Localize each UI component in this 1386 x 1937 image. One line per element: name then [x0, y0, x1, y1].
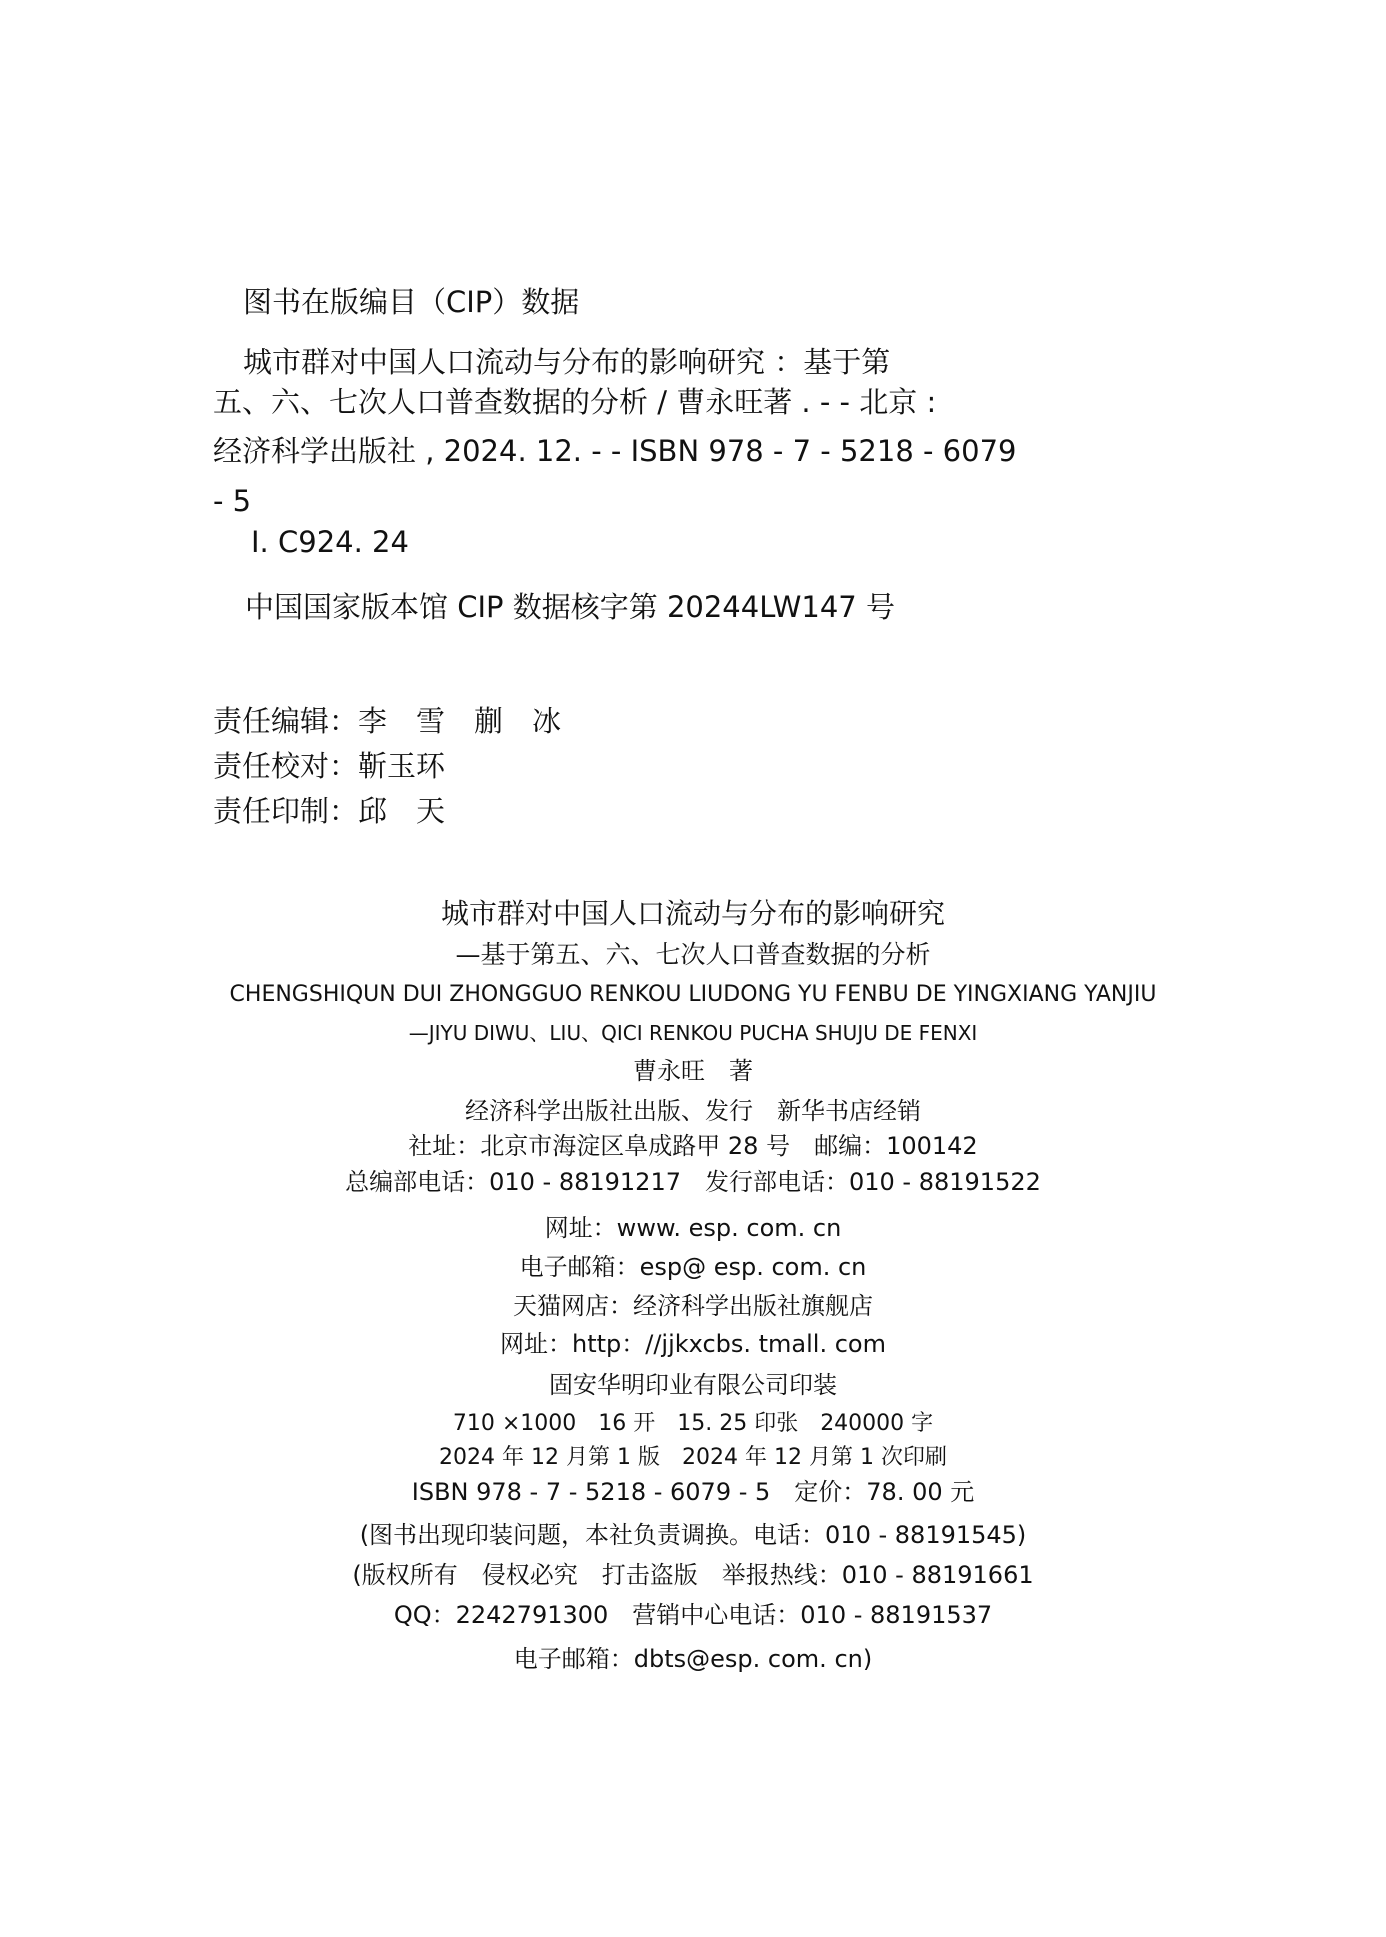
printer-line: 固安华明印业有限公司印装: [549, 1371, 837, 1399]
responsible-printing: 责任印制：邱 天: [213, 794, 446, 828]
notice-line-4: 电子邮箱：dbts@esp. com. cn): [513, 1645, 873, 1673]
cip-line-4: - 5: [213, 484, 252, 518]
publisher-line: 经济科学出版社出版、发行 新华书店经销: [465, 1097, 921, 1125]
cip-number: 中国国家版本馆 CIP 数据核字第 20244LW147 号: [245, 590, 895, 624]
phones-line: 总编部电话：010 - 88191217 发行部电话：010 - 88191522: [345, 1168, 1041, 1196]
specs-line: 710 ×1000 16 开 15. 25 印张 240000 字: [452, 1411, 934, 1436]
responsible-editor: 责任编辑：李 雪 蒯 冰: [213, 704, 562, 738]
isbn-price-line: ISBN 978 - 7 - 5218 - 6079 - 5 定价：78. 00 元: [411, 1478, 975, 1506]
edition-line: 2024 年 12 月第 1 版 2024 年 12 月第 1 次印刷: [439, 1445, 947, 1470]
notice-line-1: (图书出现印装问题，本社负责调换。电话：010 - 88191545): [359, 1521, 1027, 1549]
cip-classification: Ⅰ. C924. 24: [251, 525, 409, 559]
notice-line-2: (版权所有 侵权必究 打击盗版 举报热线：010 - 88191661: [352, 1561, 1034, 1589]
responsible-proofreader: 责任校对：靳玉环: [213, 749, 446, 783]
email-line: 电子邮箱：esp@ esp. com. cn: [519, 1253, 867, 1281]
cip-line-2: 五、六、七次人口普查数据的分析 / 曹永旺著 . - - 北京 :: [213, 385, 937, 419]
book-title-pinyin: CHENGSHIQUN DUI ZHONGGUO RENKOU LIUDONG YU FENBU DE YINGXIANG YANJIU: [229, 982, 1157, 1007]
cip-line-3: 经济科学出版社 , 2024. 12. - - ISBN 978 - 7 - 5218 - 6079: [213, 434, 1017, 468]
tmall-store-line: 天猫网店：经济科学出版社旗舰店: [513, 1292, 873, 1320]
book-subtitle-pinyin: —JIYU DIWU、LIU、QICI RENKOU PUCHA SHUJU DE FENXI: [408, 1021, 978, 1045]
website-line: 网址：www. esp. com. cn: [544, 1214, 842, 1242]
book-subtitle-cn: —基于第五、六、七次人口普查数据的分析: [455, 940, 931, 969]
tmall-url-line: 网址：http：//jjkxcbs. tmall. com: [500, 1330, 886, 1358]
address-line: 社址：北京市海淀区阜成路甲 28 号 邮编：100142: [408, 1132, 978, 1160]
notice-line-3: QQ：2242791300 营销中心电话：010 - 88191537: [393, 1601, 993, 1629]
cip-heading: 图书在版编目（CIP）数据: [243, 285, 580, 319]
author-line: 曹永旺 著: [633, 1057, 753, 1085]
book-title-cn: 城市群对中国人口流动与分布的影响研究: [440, 897, 945, 930]
cip-line-1: 城市群对中国人口流动与分布的影响研究 ：基于第: [243, 345, 891, 379]
